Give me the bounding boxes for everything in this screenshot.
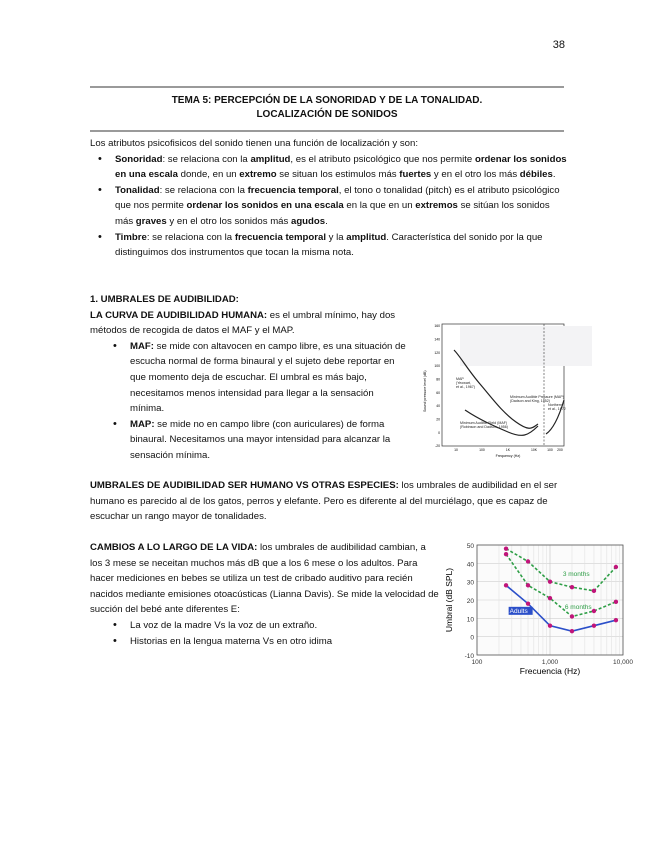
list-item: • Historias en la lengua materna Vs en otro idima [105, 634, 440, 650]
attribute-list [90, 152, 568, 261]
chart-y-tick: 0 [470, 634, 474, 642]
fig1-y-tick: -20 [435, 444, 440, 449]
lifespan-label: CAMBIOS A LO LARGO DE LA VIDA: [90, 542, 258, 553]
dadson-label-1: (Dadson and King, 1952) [510, 399, 550, 403]
section1-block [90, 292, 410, 464]
fig1-x-tick: 1K [505, 448, 511, 452]
text-fragment: , el tono o tonalidad (pitch) es el atributo psicológico que nos permite [115, 184, 560, 212]
fig1-y-tick: 0 [438, 430, 440, 435]
bold-fragment: frecuencia temporal [247, 184, 339, 196]
northern-label-0: Northern [548, 403, 562, 407]
text-fragment: : se relaciona con la [146, 231, 235, 243]
species-text: los umbrales de audibilidad en el ser humano es parecido al de los gatos, perros y elefante. Pero es diferente al del murciélago, que es capaz de escuchar un rango mayor de tonalidades. [90, 480, 558, 523]
map-text: se mide no en campo libre (con auriculares) de forma binaural. Necesitamos una mayor intensidad para alcanzar la sensación mínima. [130, 418, 391, 461]
lifespan-block [90, 540, 440, 649]
data-point [570, 585, 574, 589]
attribute-item-sonoridad [90, 152, 568, 183]
bold-fragment: fuertes [399, 169, 432, 181]
text-fragment: : se relaciona con la [162, 153, 251, 165]
bold-fragment: graves [135, 215, 167, 227]
text-fragment: se situan los estimulos más [276, 169, 400, 181]
maf-text: se mide con altavocen en campo libre, es una situación de escucha normal de forma binaural y el sujeto debe reportar en que momento deja de escuchar. El umbral es más bajo, necesitamos menos intensidad para llegar a la sensación mínima. [130, 340, 406, 415]
attribute-item-timbre [90, 230, 568, 261]
data-point [592, 609, 596, 613]
method-list [105, 339, 410, 464]
bold-fragment: ordenar los sonidos en una escala [186, 200, 344, 212]
maf-label-1: (Robinson and Dadson, 1956) [460, 425, 508, 429]
northern-label-1: et al., 1972 [548, 407, 566, 411]
data-point [504, 583, 508, 587]
data-point [614, 600, 618, 604]
fig1-xlabel: Frequency (Hz) [495, 454, 521, 458]
maf-term: MAF: [130, 340, 154, 352]
text-fragment: y en el otro los más [431, 169, 520, 181]
bold-fragment: amplitud [346, 231, 387, 243]
data-point [592, 623, 596, 627]
chart-y-axis-label: Umbral (dB SPL) [444, 567, 454, 633]
attribute-item-tonalidad [90, 183, 568, 230]
text-fragment: . [325, 215, 328, 227]
text-fragment: : se relaciona con la [159, 184, 248, 196]
threshold-chart [440, 538, 633, 678]
audibility-curve-figure [420, 320, 566, 458]
chart-y-tick: 40 [466, 561, 474, 569]
series-label: Adults [509, 607, 528, 615]
text-fragment: y en el otro los sonidos más [166, 215, 291, 227]
data-point [570, 614, 574, 618]
fig1-x-tick: 100 [479, 448, 485, 452]
section1-heading: 1. UMBRALES DE AUDIBILIDAD: [90, 294, 239, 305]
bold-fragment: frecuencia temporal [234, 231, 326, 243]
chart-y-tick: 20 [466, 598, 474, 605]
fig1-y-tick: 120 [434, 350, 440, 355]
chart-x-tick: 1,000 [541, 659, 559, 666]
bold-fragment: ordenar los sonidos en una escala [115, 153, 567, 181]
page-title [90, 94, 564, 122]
list-item-map [105, 417, 410, 464]
title-line-1: TEMA 5: PERCEPCIÓN DE LA SONORIDAD Y DE LA TONALIDAD. [171, 95, 483, 106]
fig1-x-tick: 100 [547, 448, 553, 452]
data-point [504, 546, 508, 550]
list-item: • La voz de la madre Vs la voz de un extraño. [105, 618, 440, 634]
fig1-y-tick: 20 [436, 417, 440, 422]
fig1-y-tick: 100 [434, 364, 440, 369]
fig1-y-tick: 140 [434, 337, 440, 342]
fig1-y-tick: 60 [436, 390, 440, 395]
text-fragment: donde, en un [177, 169, 240, 181]
map-label-0: MAP [456, 377, 464, 381]
fig1-ylabel: Sound pressure level (dB) [423, 370, 427, 412]
series-label: 6 months [564, 604, 592, 612]
species-label: UMBRALES DE AUDIBILIDAD SER HUMANO VS OTRAS ESPECIES: [90, 480, 399, 491]
redaction-box [460, 326, 592, 366]
attribute-term: Sonoridad [115, 153, 163, 165]
data-point [548, 579, 552, 583]
chart-y-tick: 30 [466, 579, 474, 587]
lifespan-paragraph [90, 540, 440, 618]
bold-fragment: extremos [415, 200, 458, 212]
title-line-2: LOCALIZACIÓN DE SONIDOS [256, 109, 398, 120]
text-fragment: . [552, 169, 556, 181]
bold-fragment: agudos [290, 215, 326, 227]
chart-x-tick: 10,000 [613, 659, 633, 666]
series-label: 3 months [562, 571, 590, 579]
chart-x-tick: 100 [471, 659, 483, 666]
data-point [548, 623, 552, 627]
data-point [526, 559, 530, 563]
text-fragment: . Característica del sonido por la que distinguimos dos instrumentos que tocan la misma nota. [115, 231, 543, 259]
data-point [570, 629, 574, 633]
map-term: MAP: [130, 418, 155, 430]
chart-y-tick: 10 [466, 616, 474, 624]
stimuli-list [105, 618, 440, 649]
chart-y-tick: 50 [466, 543, 474, 550]
list-item-maf [105, 339, 410, 417]
curve-text: es el umbral mínimo, hay dos métodos de recogida de datos el MAF y el MAP. [90, 309, 396, 337]
text-fragment: , es el atributo psicológico que nos permite [290, 153, 475, 165]
fig1-x-tick: 200 [557, 448, 563, 452]
text-fragment: se sitúan los sonidos más [115, 200, 550, 227]
fig1-y-tick: 80 [436, 377, 440, 382]
curve-paragraph [90, 308, 410, 339]
fig1-y-ticks [434, 324, 440, 448]
attribute-term: Timbre [115, 231, 147, 243]
bold-fragment: débiles [519, 169, 553, 181]
maf-label-0: Minimum Audible Field (MAF) [460, 421, 508, 425]
text-fragment: y la [326, 231, 347, 243]
text-fragment: en la que en un [343, 200, 416, 212]
chart-x-tick-labels [472, 659, 634, 666]
fig1-x-tick: 10 [454, 448, 458, 452]
fig1-x-ticks [454, 448, 563, 452]
data-point [614, 618, 618, 622]
map-label-2: et al., 1967) [456, 385, 475, 389]
dadson-label-0: Minimum Audible Pressure (MAP) [510, 395, 564, 399]
chart-y-tick: -10 [464, 653, 474, 660]
fig1-y-tick: 40 [436, 404, 440, 409]
data-point [592, 589, 596, 593]
species-paragraph [90, 478, 568, 525]
fig1-x-tick: 10K [530, 448, 538, 452]
data-point [526, 601, 530, 605]
map-label-1: (Yeowart, [456, 381, 472, 385]
data-point [504, 552, 508, 556]
intro-text: Los atributos psicofisicos del sonido tienen una función de localización y son: [90, 138, 418, 149]
fig1-y-tick: 160 [434, 324, 440, 329]
intro-block [90, 136, 568, 261]
title-rule-top [90, 86, 564, 88]
chart-x-axis-label: Frecuencia (Hz) [519, 666, 581, 676]
chart-y-tick-labels [465, 543, 475, 660]
page-number: 38 [552, 39, 565, 51]
bold-fragment: amplitud [250, 153, 291, 165]
data-point [526, 583, 530, 587]
bold-fragment: extremo [239, 169, 277, 181]
curve-label: LA CURVA DE AUDIBILIDAD HUMANA: [90, 309, 268, 321]
lifespan-text: los umbrales de audibilidad cambian, a los 3 mese se neceitan muchos más dB que a los 6 mese o los adultos. Para hacer mediciones en bebes se utiliza un test de cribado auditivo para recién nacidos mediante emisiones otoacústicas (Lianna Davis). Se mide la velocidad de succión del bebé ante diferentes E: [90, 542, 439, 616]
title-rule-bottom [90, 130, 564, 132]
data-point [614, 565, 618, 569]
attribute-term: Tonalidad [115, 184, 160, 196]
data-point [548, 596, 552, 600]
